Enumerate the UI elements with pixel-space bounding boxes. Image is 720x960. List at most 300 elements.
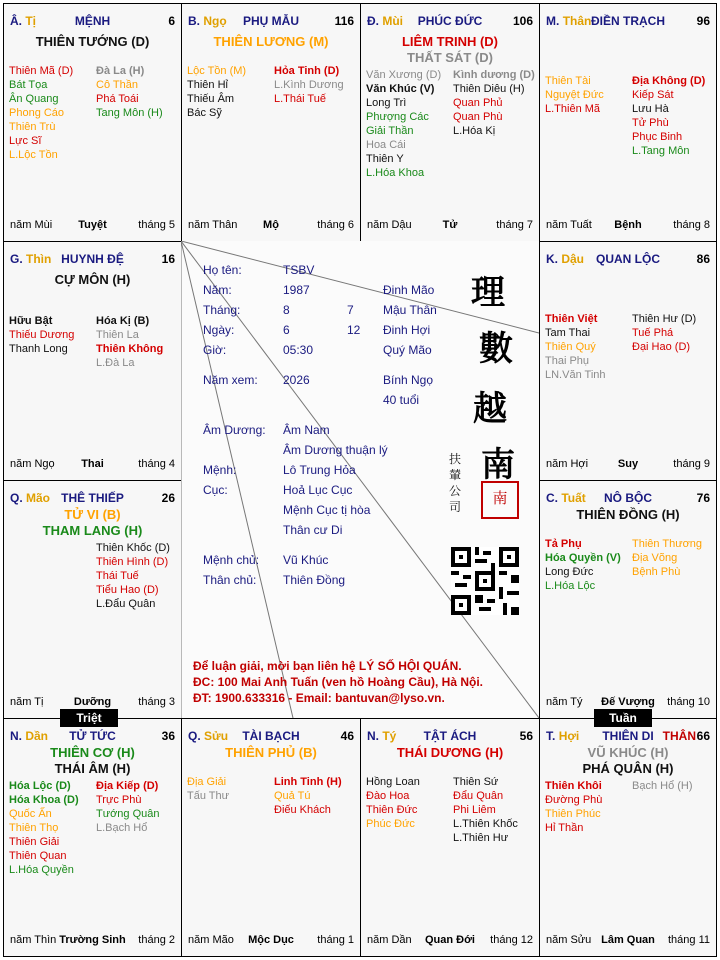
secondary-star: Thiên Khôi [545,780,602,792]
secondary-star: Phượng Các [366,111,429,123]
secondary-star: Thiên Tài [545,75,591,87]
secondary-star: Thiên Phúc [545,808,601,820]
secondary-star: Thiên Khốc (D) [96,542,170,554]
secondary-star: Tang Môn (H) [96,107,163,119]
value-cuc-3: Thân cư Di [283,523,343,537]
palace-footer [546,458,710,472]
secondary-star: Thiếu Dương [9,329,75,341]
secondary-stars-right [632,312,696,354]
palace-year: năm Hợi [546,458,589,470]
palace-stage: Lâm Quan [601,934,655,946]
label-nam: Năm: [203,283,232,297]
secondary-stars-right [632,779,693,793]
palace-header [188,729,354,745]
palace-name: ĐIỀN TRẠCH [591,14,665,28]
secondary-star: Thiên Trù [9,121,56,133]
value-menh: Lô Trung Hỏa [283,463,356,477]
palace-cell [539,3,717,242]
secondary-stars-right [632,537,702,579]
secondary-star: Thiên Hư (D) [632,313,697,325]
palace-position [188,14,227,28]
secondary-star: L.Hóa Kị [453,125,496,137]
palace-stage: Tuyệt [78,219,107,231]
palace-number: 46 [340,729,354,743]
palace-branch: Thìn [26,252,52,266]
palace-header [546,14,710,30]
secondary-star: Thiên Quý [545,341,596,353]
palace-year: năm Thìn [10,934,57,946]
value-gio-can: Quý Mão [383,343,432,357]
palace-year: năm Mão [188,934,234,946]
palace-footer [367,219,533,233]
palace-cell [3,3,182,242]
palace-number: 6 [168,14,175,28]
secondary-star: Đường Phù [545,794,603,806]
palace-month: tháng 1 [317,934,354,946]
secondary-star: Thiên Quan [9,850,67,862]
secondary-star: L.Đà La [96,357,135,369]
secondary-star: Tướng Quân [96,808,160,820]
palace-year: năm Dần [367,934,412,946]
secondary-star: Nguyệt Đức [545,89,604,101]
secondary-stars-left [187,775,229,803]
secondary-star: Linh Tinh (H) [274,776,342,788]
secondary-star: L.Thiên Hư [453,832,509,844]
secondary-star: Thiên Đức [366,804,418,816]
contact-line-3: ĐT: 1900.633316 - Email: bantuvan@lyso.vn. [193,691,445,705]
palace-branch: Dậu [561,252,585,266]
palace-stage: Tử [442,219,458,231]
main-star: CỰ MÔN (H) [54,272,131,287]
small-seal-char: 扶 [449,452,462,466]
secondary-star: Địa Kiếp (D) [96,780,159,792]
secondary-stars-left [187,64,246,120]
palace-month: tháng 5 [138,219,175,231]
main-stars [4,507,181,539]
main-stars [182,745,360,761]
secondary-star: Thiên Thương [632,538,703,550]
palace-name: PHỤ MẪU [243,14,299,28]
secondary-star: L.Đẩu Quân [96,598,156,610]
small-seal-char: 輦 [449,468,462,482]
main-stars [361,34,539,66]
palace-name: THÊ THIẾP [61,491,124,505]
secondary-star: Thiên La [96,329,139,341]
palace-number: 96 [696,14,710,28]
palace-header [10,491,175,507]
secondary-stars-left [366,68,441,180]
palace-cell [539,241,717,481]
secondary-star: Quốc Ấn [9,808,52,820]
palace-stage: Mộ [263,219,279,231]
main-stars [4,745,181,777]
label-thang: Tháng: [203,303,241,317]
palace-position [10,252,51,266]
palace-header [10,252,175,268]
label-ngay: Ngày: [203,323,235,337]
secondary-star: Tuế Phá [632,327,674,339]
secondary-star: Thiên Diêu (H) [453,83,525,95]
secondary-star: Long Trì [366,97,407,109]
palace-branch: Sửu [204,729,229,743]
palace-position [188,729,228,743]
value-am-duong-2: Âm Dương thuận lý [283,443,388,457]
main-star: PHÁ QUÂN (H) [582,761,674,776]
secondary-star: Hóa Kị (B) [96,315,150,327]
palace-position [367,14,403,28]
secondary-stars-right [96,64,163,120]
palace-header [10,14,175,30]
palace-cell [3,718,182,957]
secondary-star: Quan Phù [453,111,503,123]
palace-position [546,729,579,743]
palace-position [546,491,586,505]
palace-stem: T. [546,729,556,743]
secondary-star: Đại Hao (D) [632,341,691,353]
secondary-star: Địa Giải [187,776,227,788]
palace-month: tháng 8 [673,219,710,231]
palace-footer [188,934,354,948]
secondary-star: Cô Thần [96,79,138,91]
palace-number: 86 [696,252,710,266]
secondary-star: Phi Liêm [453,804,496,816]
palace-branch: Mùi [382,14,404,28]
palace-footer [546,696,710,710]
palace-month: tháng 7 [496,219,533,231]
palace-year: năm Thân [188,219,238,231]
secondary-star: Thiếu Âm [187,93,235,105]
palace-month: tháng 9 [673,458,710,470]
secondary-stars-left [366,775,420,831]
value-thang: 8 [283,303,290,317]
secondary-star: Quả Tú [274,790,311,802]
secondary-star: Đẩu Quân [453,790,504,802]
secondary-stars-left [9,779,79,877]
secondary-star: Thiên Hỉ [187,79,228,91]
value-thang-can: Mậu Thân [383,303,437,317]
secondary-star: Long Đức [545,566,594,578]
secondary-stars-right [632,74,705,158]
palace-header [367,14,533,30]
secondary-star: Đào Hoa [366,790,410,802]
small-seal-char: 司 [449,500,462,514]
secondary-star: Thái Tuế [96,570,139,582]
palace-month: tháng 11 [667,934,710,946]
secondary-star: L.Thiên Khốc [453,818,518,830]
palace-number: 116 [334,14,354,28]
secondary-star: Địa Không (D) [632,75,706,87]
secondary-star: Thanh Long [9,343,68,355]
contact-line-1: Để luận giải, mời bạn liên hệ LÝ SỐ HỘI QUÁN. [193,659,462,673]
palace-header [10,729,175,745]
label-am-duong: Âm Dương: [203,423,266,437]
value-nam: 1987 [283,283,310,297]
palace-branch: Mão [26,491,51,505]
secondary-stars-left [545,779,602,835]
secondary-star: Thiên Giải [9,836,60,848]
palace-stem: Q. [10,491,23,505]
value-thang-am: 7 [347,303,354,317]
main-stars [182,34,360,50]
main-star: THIÊN LƯƠNG (M) [213,34,329,49]
red-seal: 南 [481,481,519,519]
palace-stage: Suy [617,458,639,470]
palace-number: 56 [519,729,533,743]
secondary-star: Hỉ Thần [545,822,584,834]
secondary-stars-left [9,314,74,356]
palace-year: năm Mùi [10,219,53,231]
palace-number: 76 [696,491,710,505]
secondary-star: Hóa Khoa (D) [9,794,79,806]
palace-branch: Hợi [558,729,580,743]
main-stars [4,34,181,50]
palace-header [188,14,354,30]
palace-year: năm Tị [10,696,44,708]
main-stars [540,507,716,523]
palace-footer [546,934,710,948]
palace-branch: Dần [25,729,49,743]
label-nam-xem: Năm xem: [203,373,258,387]
palace-position [546,252,584,266]
main-star: THIÊN ĐỒNG (H) [576,507,680,522]
value-gio: 05:30 [283,343,314,357]
secondary-star: L.Bạch Hổ [96,822,148,834]
secondary-star: L.Hóa Quyền [9,864,74,876]
palace-name: TẬT ÁCH [423,729,477,743]
secondary-stars-right [96,541,170,611]
value-ngay: 6 [283,323,290,337]
palace-stem: G. [10,252,23,266]
palace-stem: N. [367,729,379,743]
palace-number: 66 [696,729,710,743]
palace-cell [181,718,361,957]
palace-cell [539,480,717,719]
palace-name: NÔ BỘC [604,491,652,505]
palace-year: năm Tuất [546,219,592,231]
palace-number: 36 [161,729,175,743]
secondary-star: Thiên Thọ [9,822,59,834]
main-stars [540,745,716,777]
secondary-stars-right [96,314,163,370]
palace-stem: N. [10,729,22,743]
value-ho-ten: TSBV [283,263,315,277]
secondary-star: Tam Thai [545,327,591,339]
secondary-stars-left [545,537,621,593]
secondary-star: Lộc Tồn (M) [187,65,247,77]
palace-month: tháng 2 [138,934,175,946]
secondary-star: Lực Sĩ [9,135,42,147]
secondary-star: Tả Phụ [545,538,582,550]
palace-position [10,14,36,28]
main-star: THÁI DƯƠNG (H) [396,745,504,760]
palace-stem: Đ. [367,14,379,28]
palace-month: tháng 3 [138,696,175,708]
value-nam-can: Đinh Mão [383,283,435,297]
secondary-star: L.Tang Môn [632,145,690,157]
label-gio: Giờ: [203,343,227,357]
palace-footer [546,219,710,233]
value-tuoi: 40 tuổi [383,393,420,407]
small-seal-text [449,451,461,515]
palace-stem: B. [188,14,200,28]
palace-month: tháng 6 [317,219,354,231]
label-menh: Mệnh: [203,463,237,477]
main-star: THÁI ÂM (H) [54,761,131,776]
palace-stem: Q. [188,729,201,743]
tag-triet: Triệt [60,709,118,727]
palace-branch: Tuất [561,491,586,505]
palace-position [546,14,591,28]
secondary-star: Thiên Y [366,153,404,165]
palace-month: tháng 4 [138,458,175,470]
value-nam-xem: 2026 [283,373,310,387]
secondary-star: L.Lộc Tồn [9,149,58,161]
palace-name: MỆNH [74,14,111,28]
main-star: THIÊN TƯỚNG (D) [35,34,150,49]
palace-number: 106 [512,14,533,28]
secondary-star: Bạch Hổ (H) [632,780,693,792]
palace-branch: Thân [562,14,592,28]
palace-header [546,729,710,745]
secondary-star: Phúc Đức [366,818,415,830]
secondary-stars-right [453,68,535,138]
palace-position [10,729,48,743]
palace-year: năm Sửu [546,934,592,946]
palace-position [367,729,396,743]
main-stars [361,745,539,761]
calligraphy-1: 理 [471,273,505,313]
palace-footer [367,934,533,948]
palace-branch: Tị [25,14,37,28]
small-seal-char: 公 [449,484,462,498]
secondary-star: Hỏa Tinh (D) [274,65,340,77]
palace-footer [10,934,175,948]
value-nam-xem-can: Bính Ngọ [383,373,434,387]
secondary-star: Bát Tọa [9,79,48,91]
secondary-star: Điếu Khách [274,804,331,816]
secondary-star: L.Kình Dương [274,79,344,91]
label-cuc: Cục: [203,483,228,497]
palace-branch: Ngọ [203,14,227,28]
palace-cell [539,718,717,957]
secondary-stars-right [96,779,160,835]
main-stars [4,272,181,288]
palace-footer [188,219,354,233]
secondary-star: Văn Khúc (V) [366,83,435,95]
secondary-stars-left [545,74,604,116]
value-cuc-2: Mệnh Cục tị hòa [283,503,371,517]
secondary-star: Phá Toái [96,93,139,105]
secondary-star: Bác Sỹ [187,107,222,119]
secondary-star: L.Hóa Khoa [366,167,425,179]
secondary-star: Văn Xương (D) [366,69,442,81]
secondary-star: Hóa Quyền (V) [545,552,621,564]
secondary-star: Phong Cáo [9,107,65,119]
secondary-stars-left [545,312,606,382]
secondary-star: LN.Văn Tinh [545,369,606,381]
secondary-star: L.Thiên Mã [545,103,601,115]
main-star: TỬ VI (B) [64,507,121,522]
contact-line-2: ĐC: 100 Mai Anh Tuấn (ven hồ Hoàng Cầu), Hà Nội. [193,675,484,689]
secondary-stars-right [274,775,342,817]
secondary-star: Thiên Mã (D) [9,65,74,77]
value-am-duong: Âm Nam [283,423,330,437]
secondary-star: Thiên Sứ [453,776,499,788]
palace-position [10,491,50,505]
secondary-stars-left [9,64,73,162]
palace-name: HUYNH ĐỆ [61,252,124,266]
palace-year: năm Dậu [367,219,412,231]
secondary-star: Thiên Việt [545,313,598,325]
value-ngay-am: 12 [347,323,361,337]
secondary-star: Hữu Bật [9,315,53,327]
main-star: THIÊN CƠ (H) [50,745,135,760]
palace-number: 26 [161,491,175,505]
secondary-star: Thiên Hình (D) [96,556,169,568]
secondary-star: Kiếp Sát [632,89,674,101]
palace-stem: C. [546,491,558,505]
secondary-star: Giải Thần [366,125,414,137]
secondary-star: Tấu Thư [187,790,230,802]
secondary-star: Lưu Hà [632,103,669,115]
secondary-star: Tiểu Hao (D) [96,584,159,596]
palace-header [546,252,710,268]
main-star: VŨ KHÚC (H) [587,745,669,760]
palace-header [546,491,710,507]
palace-number: 16 [161,252,175,266]
palace-footer [10,219,175,233]
palace-name: PHÚC ĐỨC [417,14,483,28]
secondary-star: Hồng Loan [366,776,420,788]
tag-tuan: Tuần [594,709,652,727]
calligraphy-2: 數 [479,329,513,369]
secondary-star: Phục Binh [632,131,683,143]
secondary-star: Bệnh Phù [632,566,681,578]
palace-header [367,729,533,745]
palace-stage: Bệnh [614,219,642,231]
value-than-chu: Thiên Đồng [283,573,346,587]
palace-stem: K. [546,252,558,266]
palace-cell [3,480,182,719]
palace-footer [10,696,175,710]
palace-cell [360,718,540,957]
secondary-stars-right [453,775,518,845]
secondary-star: Hóa Lộc (D) [9,780,71,792]
secondary-star: Ân Quang [9,93,59,105]
palace-stem: Â. [10,14,22,28]
palace-year: năm Ngọ [10,458,55,470]
palace-stage: Đế Vượng [601,696,655,708]
palace-month: tháng 10 [667,696,710,708]
palace-name: QUAN LỘC [596,252,660,266]
secondary-star: Quan Phủ [453,97,503,109]
label-menh-chu: Mệnh chủ: [203,553,260,567]
secondary-star: Địa Võng [632,552,678,564]
secondary-stars-right [274,64,344,106]
secondary-star: Hoa Cái [366,139,406,151]
palace-year: năm Tý [546,696,583,708]
than-marker: THÂN [662,729,696,743]
calligraphy-3: 越 [473,389,507,429]
palace-footer [10,458,175,472]
calligraphy-4: 南 [481,445,515,485]
label-than-chu: Thân chủ: [203,573,257,587]
secondary-star: Thai Phụ [545,355,590,367]
palace-stage: Dưỡng [73,696,112,708]
palace-stage: Mộc Dục [248,934,294,946]
palace-cell [181,3,361,242]
palace-stem: M. [546,14,560,28]
